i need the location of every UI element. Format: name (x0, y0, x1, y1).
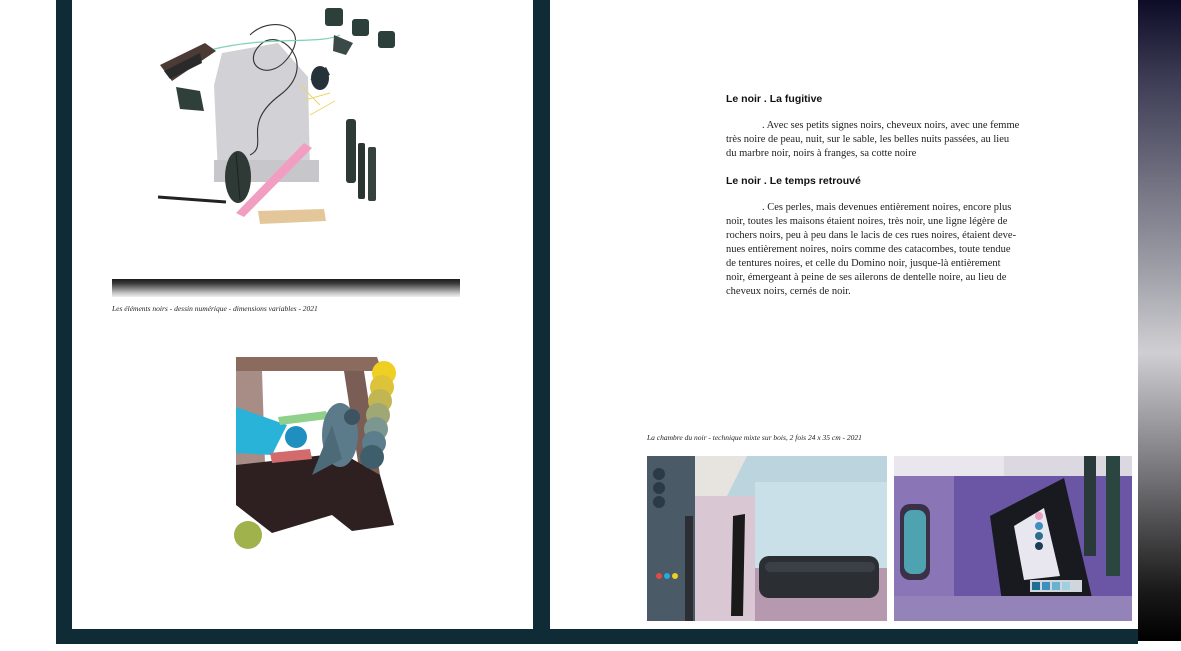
frame-bottom-bar (56, 629, 1138, 644)
text-line: de tentures noires, et celle du Domino noir, jusque-là entièrement (726, 258, 1001, 269)
text-line: . Avec ses petits signes noirs, cheveux noirs, avec une femme (762, 120, 1020, 131)
painting-left (647, 456, 887, 621)
digital-drawing-bird (232, 355, 402, 555)
text-line: cheveux noirs, cernés de noir. (726, 286, 851, 297)
frame-gutter-bar (533, 0, 550, 631)
text-line: du marbre noir, noirs à franges, sa cotte noire (726, 148, 917, 159)
gradient-strip (112, 279, 460, 297)
text-line: noir, toutes les maisons étaient noires, très noir, une ligne légère de (726, 216, 1008, 227)
text-line: très noire de peau, nuit, sur le sable, les belles nuits passées, au lieu (726, 134, 1010, 145)
side-gradient-panel (1138, 0, 1181, 641)
text-line: . Ces perles, mais devenues entièrement noires, encore plus (762, 202, 1012, 213)
frame-left-bar (56, 0, 72, 631)
section-heading: Le noir . Le temps retrouvé (726, 175, 861, 187)
drawing-caption: Les éléments noirs - dessin numérique - dimensions variables - 2021 (112, 304, 318, 313)
text-line: noir, émergeant à peine de ses ailerons de dentelle noire, au lieu de (726, 272, 1007, 283)
text-line: rochers noirs, peu à peu dans le lacis de ces rues noires, étaient deve- (726, 230, 1017, 241)
digital-drawing-objects (150, 5, 410, 230)
text-section-1 (726, 93, 1044, 161)
text-section-2 (726, 175, 1044, 299)
paintings-caption: La chambre du noir - technique mixte sur bois, 2 fois 24 x 35 cm - 2021 (647, 433, 862, 442)
painting-right (894, 456, 1132, 621)
section-heading: Le noir . La fugitive (726, 93, 823, 105)
text-line: nues entièrement noires, noirs comme des catacombes, toute tendue (726, 244, 1011, 255)
